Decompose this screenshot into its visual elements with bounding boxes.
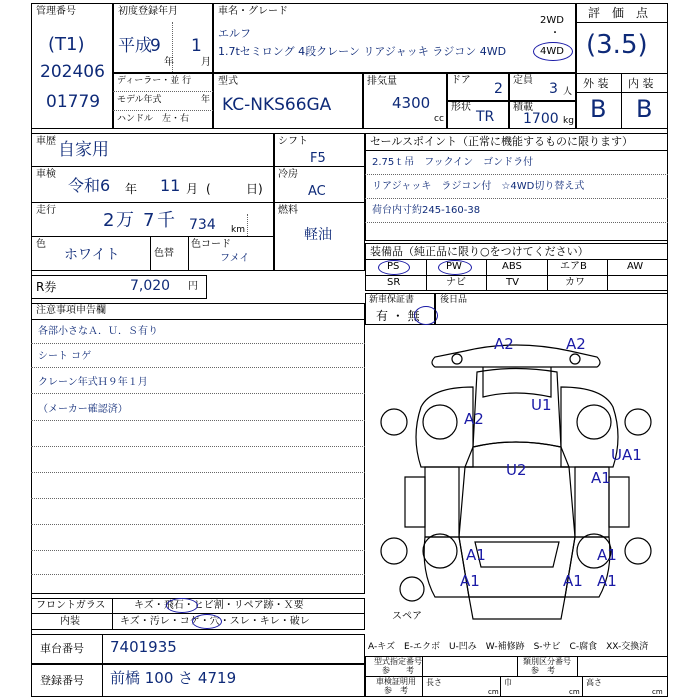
width-label: 巾 (504, 678, 512, 687)
mileage-rest: 734 (189, 217, 216, 233)
equip-ps: PS (387, 261, 400, 272)
damage-mark-roof: U1 (531, 396, 552, 414)
shaken-month-unit: 月 (186, 182, 199, 196)
wheel-front-left-outer (381, 409, 407, 435)
mileage-man-unit: 万 (116, 210, 134, 231)
recycle-unit: 円 (188, 281, 198, 292)
interior-cond-label: 内装 (60, 616, 80, 627)
color-code-value: フメイ (220, 253, 250, 264)
len-cm: cm (488, 688, 499, 696)
mileage-sen: 7 (143, 210, 155, 231)
doors-label: ドア (451, 75, 471, 86)
warranty-value: 有 ・ 無 (376, 309, 420, 323)
first-reg-month-unit: 月 (201, 57, 211, 68)
exterior-grade: B (590, 95, 607, 123)
color-change-label: 色替 (154, 248, 174, 259)
sales-point-line-2: リアジャッキ ラジコン付 ☆4WD切り替え式 (372, 181, 585, 192)
class-sub: 参 考 (531, 666, 555, 675)
equip-ps-circle (378, 260, 410, 275)
damage-mark-rear-right-2: A1 (597, 572, 617, 590)
side-panel-right (609, 477, 629, 527)
damage-mark-body: U2 (506, 461, 527, 479)
equip-abs: ABS (502, 261, 522, 272)
drive-4wd: 4WD (540, 46, 564, 57)
type-cert-sub: 参 考 (382, 666, 414, 675)
interior-label: 内 装 (628, 77, 654, 90)
model-label: 型式 (218, 76, 238, 87)
interior-cond-items: キズ・汚レ・コゲ・穴・スレ・キレ・破レ (120, 616, 310, 627)
wheel-rear-left (423, 534, 457, 568)
note-line-4: （メーカー確認済） (38, 404, 128, 415)
doors: 2 (494, 81, 503, 97)
chassis-number: 7401935 (110, 638, 177, 656)
load-label: 積載 (513, 102, 533, 113)
mgmt-number-2: 01779 (46, 92, 101, 112)
shift-label: シフト (278, 136, 308, 147)
wheel-front-left (423, 405, 457, 439)
color-code-label: 色コード (191, 239, 231, 250)
equipment-label: 装備品（純正品に限り○をつけてください） (370, 245, 589, 258)
car-grade: 1.7tセミロング 4段クレーン リアジャッキ ラジコン 4WD (218, 45, 507, 58)
model-year-unit: 年 (201, 95, 211, 105)
load: 1700 (523, 111, 559, 127)
plate-value: 前橋 100 さ 4719 (110, 669, 237, 687)
rear-bumper (469, 597, 565, 619)
history-label: 車歴 (36, 136, 56, 147)
damage-mark-rear-left-2: A1 (460, 572, 480, 590)
displacement-unit: cc (434, 114, 444, 124)
shaken-era: 令和6 (68, 176, 111, 195)
drive-2wd: 2WD (540, 15, 564, 26)
shift-value: F5 (310, 151, 326, 166)
damage-legend: A-キズ E-エクボ U-凹み W-補修跡 S-サビ C-腐食 XX-交換済 (368, 642, 649, 652)
mgmt-prefix: (T1) (48, 34, 85, 55)
first-reg-label: 初度登録年月 (118, 6, 178, 17)
recycle-box (31, 275, 207, 299)
displacement-label: 排気量 (367, 76, 397, 87)
sales-point-line-3: 荷台内寸約245-160-38 (372, 205, 481, 216)
interior-burn-circle (192, 614, 222, 629)
fuel-label: 燃料 (278, 205, 298, 216)
spare-wheel (400, 577, 424, 601)
note-line-2: シート コゲ (38, 351, 92, 362)
model-year-label: モデル年式 (117, 95, 162, 105)
warranty-label: 新車保証書 (369, 295, 415, 305)
damage-mark-right-side: UA1 (611, 446, 642, 464)
wheel-rear-left-outer (381, 538, 407, 564)
drive-4wd-circle (533, 42, 573, 61)
sales-points-label: セールスポイント（正常に機能するものに限ります） (370, 135, 634, 148)
side-panel-left (405, 477, 425, 527)
shaken-month: 11 (160, 176, 181, 195)
chassis-label: 車台番号 (40, 642, 84, 655)
equip-tv: TV (506, 277, 519, 288)
history-value: 自家用 (58, 140, 109, 160)
front-right-fender (561, 387, 618, 467)
car-name: エルフ (218, 27, 251, 40)
spare-label: スペア (392, 611, 422, 622)
sales-point-line-1: 2.75ｔ吊 フックイン ゴンドラ付 (372, 157, 534, 168)
cert-label: 車検証明用 (376, 677, 416, 686)
eval-label: 評 価 点 (588, 6, 649, 20)
handle-label: ハンドル 左・右 (117, 114, 190, 124)
mileage-label: 走行 (36, 205, 56, 216)
damage-mark-right-body: A1 (591, 469, 611, 487)
equip-airbag: エアB (560, 261, 587, 272)
cab-body (483, 367, 551, 397)
rear-window (475, 542, 559, 567)
first-reg-year: 9 (150, 36, 161, 56)
mileage-man: 2 (103, 210, 115, 231)
shape-label: 形状 (451, 102, 471, 113)
height-cm: cm (652, 688, 663, 696)
capacity-label: 定員 (513, 75, 533, 86)
wheel-front-right (577, 405, 611, 439)
mileage-sen-unit: 千 (157, 210, 175, 231)
damage-mark-left-fender: A2 (464, 410, 484, 428)
color-label: 色 (36, 239, 46, 250)
car-diagram (365, 327, 668, 637)
class-label: 類別区分番号 (523, 657, 571, 666)
equip-aw: AW (627, 261, 644, 272)
load-unit: kg (563, 116, 574, 126)
damage-mark-rear-center: A1 (563, 572, 583, 590)
damage-mark-rear-left-1: A1 (466, 546, 486, 564)
first-reg-year-unit: 年 (164, 57, 174, 68)
mileage-unit: km (231, 225, 245, 235)
notes-label: 注意事項申告欄 (36, 305, 106, 316)
ac-label: 冷房 (278, 169, 298, 180)
car-name-label: 車名・グレード (218, 6, 288, 17)
exterior-label: 外 装 (583, 77, 609, 90)
first-reg-month: 1 (191, 36, 202, 56)
type-cert-label: 型式指定番号 (374, 657, 422, 666)
afterfit-box (435, 293, 668, 325)
color-value: ホワイト (64, 247, 120, 263)
len-label: 長さ (426, 678, 442, 687)
dealer-label: ディーラー・並 行 (117, 76, 192, 86)
front-glass-stone-circle (166, 598, 198, 613)
capacity-unit: 人 (563, 87, 573, 97)
damage-mark-front-left: A2 (494, 335, 514, 353)
model-code: KC-NKS66GA (222, 95, 332, 115)
equip-navi: ナビ (446, 277, 466, 288)
height-label: 高さ (586, 678, 602, 687)
first-reg-era: 平成 (118, 36, 152, 56)
width-cm: cm (569, 688, 580, 696)
front-glass-items: キズ・飛石・ヒビ割・リペア跡・Ｘ要 (134, 600, 304, 611)
damage-mark-front-right: A2 (566, 335, 586, 353)
equip-pw: PW (446, 261, 462, 272)
shaken-label: 車検 (36, 169, 56, 180)
fuel-value: 軽油 (304, 227, 332, 243)
mgmt-label: 管理番号 (36, 6, 76, 17)
front-glass-label: フロントガラス (36, 600, 106, 611)
equip-pw-circle (438, 260, 472, 275)
front-mirror-right (570, 354, 580, 364)
damage-mark-rear-right-1: A1 (597, 546, 617, 564)
ac-value: AC (308, 184, 326, 199)
eval-score: (3.5) (586, 30, 648, 60)
note-line-3: クレーン年式Ｈ９年１月 (38, 377, 148, 388)
wheel-front-right-outer (625, 409, 651, 435)
capacity: 3 (549, 81, 558, 97)
shaken-day-close: 日) (246, 182, 263, 196)
mgmt-number-1: 202406 (40, 62, 105, 82)
front-mirror-left (452, 354, 462, 364)
shaken-year-unit: 年 (125, 182, 138, 196)
recycle-value: 7,020 (130, 278, 171, 294)
afterfit-label: 後日品 (440, 295, 468, 305)
drive-dot: ・ (550, 28, 560, 39)
wheel-rear-right-outer (625, 538, 651, 564)
equip-sr: SR (387, 277, 401, 288)
displacement: 4300 (392, 94, 431, 112)
interior-grade: B (636, 95, 653, 123)
plate-label: 登録番号 (40, 674, 84, 687)
recycle-label: R券 (36, 280, 57, 294)
shape: TR (476, 109, 495, 125)
body-side-left (425, 467, 459, 537)
note-line-1: 各部小さなＡ．Ｕ．Ｓ有り (38, 326, 158, 337)
shaken-day-open: ( (206, 182, 211, 196)
equip-leather: カワ (565, 277, 585, 288)
cert-sub: 参 考 (384, 686, 408, 695)
